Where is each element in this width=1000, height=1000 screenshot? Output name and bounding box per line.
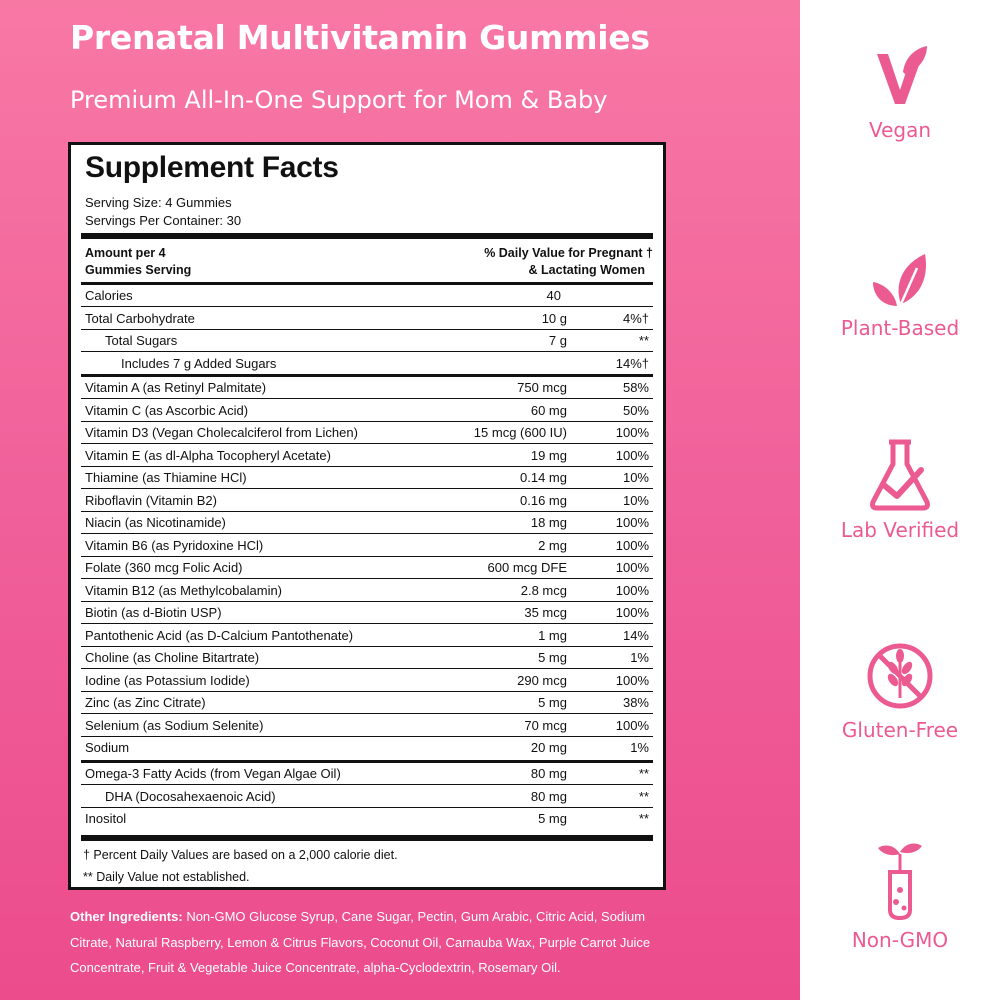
nutrient-amount: 10 g (541, 310, 567, 326)
nutrient-name: Total Carbohydrate (85, 310, 195, 326)
nutrient-amount: 600 mcg DFE (487, 560, 567, 575)
nutrient-daily-value: 10% (622, 470, 649, 485)
no-wheat-icon (864, 640, 936, 712)
nutrient-row (81, 467, 653, 489)
nutrient-name: Vitamin B6 (as Pyridoxine HCl) (85, 537, 264, 553)
badge-plant-based (800, 248, 1000, 340)
nutrient-row (81, 737, 653, 759)
nutrient-name: Vitamin C (as Ascorbic Acid) (85, 402, 249, 418)
nutrient-amount: 2 mg (538, 537, 567, 553)
servings-per-container: Servings Per Container: 30 (85, 213, 242, 228)
nutrient-name: Omega-3 Fatty Acids (from Vegan Algae Oil) (85, 766, 341, 781)
nutrient-daily-value: 14%† (615, 355, 649, 371)
nutrient-row (81, 692, 653, 714)
badge-lab-verified-label: Lab Verified (840, 518, 960, 542)
nutrient-amount: 40 (546, 288, 561, 303)
nutrient-amount: 80 mg (530, 766, 567, 781)
nutrient-name: DHA (Docosahexaenoic Acid) (105, 788, 276, 804)
nutrient-daily-value: 100% (615, 717, 649, 733)
nutrient-amount: 5 mg (538, 650, 567, 665)
nutrient-daily-value: 1% (630, 740, 649, 755)
nutrient-daily-value: 4%† (622, 310, 649, 326)
daily-value-header (484, 245, 653, 279)
other-ingredients (70, 904, 670, 981)
nutrient-daily-value: ** (638, 333, 649, 348)
nutrient-daily-value: 100% (615, 582, 649, 598)
nutrient-row (81, 625, 653, 647)
nutrient-amount: 35 mcg (524, 605, 567, 620)
nutrient-daily-value: 100% (615, 515, 649, 530)
nutrient-amount: 18 mg (530, 515, 567, 530)
nutrient-row (81, 422, 653, 444)
nutrient-amount: 1 mg (538, 627, 567, 643)
nutrient-daily-value: 1% (630, 650, 649, 665)
nutrient-daily-value: 58% (622, 380, 649, 395)
nutrient-row (81, 535, 653, 557)
nutrient-row (81, 580, 653, 602)
nutrient-daily-value: 100% (615, 672, 649, 688)
nutrient-name: Sodium (85, 740, 130, 755)
nutrient-name: Vitamin B12 (as Methylcobalamin) (85, 582, 283, 598)
nutrient-daily-value: 50% (622, 402, 649, 418)
nutrient-row (81, 490, 653, 512)
nutrient-name: Biotin (as d-Biotin USP) (85, 605, 222, 620)
nutrient-name: Iodine (as Potassium Iodide) (85, 672, 250, 688)
bottom-thick-divider (81, 835, 653, 841)
nutrient-row (81, 786, 653, 808)
nutrient-amount: 60 mg (530, 402, 567, 418)
nutrient-name: Calories (85, 288, 133, 303)
nutrient-daily-value: 100% (615, 425, 649, 440)
nutrient-daily-value: ** (638, 766, 649, 781)
other-ingredients-text: Non-GMO Glucose Syrup, Cane Sugar, Pectin, Gum Arabic, Citric Acid, Sodium Citrate, Natural Raspberry, Lemon & Citrus Flavors, Coconut Oil, Carnauba Wax, Purple Carrot Juice Concentrate, Fruit & Vegetable Juice Concentrate, alpha-Cyclodextrin, Rosemary Oil. (70, 909, 651, 975)
nutrient-name: Pantothenic Acid (as D-Calcium Pantothenate) (85, 627, 354, 643)
badge-plant-based-label: Plant-Based (840, 316, 960, 340)
nutrient-amount: 70 mcg (524, 717, 567, 733)
nutrient-daily-value: ** (638, 811, 649, 826)
nutrient-amount: 2.8 mcg (520, 582, 567, 598)
nutrient-row (81, 445, 653, 467)
badge-gluten-free (800, 640, 1000, 742)
flask-check-icon (865, 436, 935, 512)
badge-vegan-label: Vegan (868, 118, 932, 142)
nutrient-amount: 290 mcg (517, 672, 567, 688)
footnote-percent-dv: † Percent Daily Values are based on a 2,000 calorie diet. (83, 848, 398, 862)
nutrient-amount: 19 mg (530, 447, 567, 463)
nutrient-row (81, 715, 653, 737)
nutrient-row (81, 353, 653, 375)
nutrient-row (81, 330, 653, 352)
nutrient-row (81, 670, 653, 692)
nutrient-name: Niacin (as Nicotinamide) (85, 515, 226, 530)
nutrient-row (81, 512, 653, 534)
nutrient-daily-value: ** (638, 788, 649, 804)
nutrient-name: Vitamin D3 (Vegan Cholecalciferol from Lichen) (85, 425, 358, 440)
nutrient-daily-value: 10% (622, 492, 649, 508)
nutrient-name: Includes 7 g Added Sugars (121, 355, 277, 371)
nutrient-name: Riboflavin (Vitamin B2) (85, 492, 217, 508)
nutrient-row (81, 557, 653, 579)
nutrient-amount: 15 mcg (600 IU) (473, 425, 567, 440)
footnote-dv-not-established: ** Daily Value not established. (83, 870, 250, 884)
nutrient-daily-value: 100% (615, 447, 649, 463)
amount-per-serving-header (85, 245, 191, 279)
nutrient-row (81, 285, 653, 307)
nutrient-amount: 5 mg (538, 695, 567, 710)
nutrient-name: Selenium (as Sodium Selenite) (85, 717, 264, 733)
nutrient-daily-value: 38% (622, 695, 649, 710)
vegan-v-leaf-icon (865, 42, 935, 112)
badge-lab-verified (800, 436, 1000, 542)
serving-size: Serving Size: 4 Gummies (85, 195, 232, 210)
product-title: Prenatal Multivitamin Gummies (70, 18, 650, 57)
product-subtitle: Premium All-In-One Support for Mom & Baby (70, 86, 608, 114)
nutrient-name: Total Sugars (105, 333, 178, 348)
nutrient-row (81, 400, 653, 422)
nutrient-row (81, 763, 653, 785)
nutrient-name: Vitamin A (as Retinyl Palmitate) (85, 380, 267, 395)
dv-header-line-2: & Lactating Women (528, 263, 645, 277)
badge-vegan (800, 42, 1000, 142)
nutrient-name: Choline (as Choline Bitartrate) (85, 650, 260, 665)
nutrient-row (81, 647, 653, 669)
nutrient-row (81, 308, 653, 330)
supplement-facts-title: Supplement Facts (85, 151, 339, 184)
nutrient-amount: 0.14 mg (520, 470, 567, 485)
badge-non-gmo (800, 840, 1000, 952)
badge-gluten-free-label: Gluten-Free (841, 718, 959, 742)
nutrient-daily-value: 14% (622, 627, 649, 643)
nutrient-name: Zinc (as Zinc Citrate) (85, 695, 206, 710)
nutrient-daily-value: 100% (615, 537, 649, 553)
amount-header-line-2: Gummies Serving (85, 263, 192, 277)
nutrient-daily-value: 100% (615, 605, 649, 620)
leaf-pair-icon (865, 248, 935, 310)
amount-header-line-1: Amount per 4 (85, 246, 166, 260)
other-ingredients-label: Other Ingredients: (70, 909, 183, 924)
nutrient-name: Vitamin E (as dl-Alpha Tocopheryl Acetate) (85, 447, 331, 463)
nutrient-name: Folate (360 mcg Folic Acid) (85, 560, 243, 575)
nutrient-name: Thiamine (as Thiamine HCl) (85, 470, 247, 485)
nutrient-amount: 0.16 mg (520, 492, 567, 508)
nutrient-amount: 7 g (548, 333, 567, 348)
nutrient-name: Inositol (85, 811, 127, 826)
nutrient-amount: 20 mg (530, 740, 567, 755)
thick-divider (81, 233, 653, 239)
nutrient-row (81, 602, 653, 624)
nutrient-row (81, 377, 653, 399)
nutrient-amount: 5 mg (538, 811, 567, 826)
nutrient-amount: 80 mg (530, 788, 567, 804)
nutrient-row (81, 808, 653, 830)
nutrient-daily-value: 100% (615, 560, 649, 575)
dv-header-line-1: % Daily Value for Pregnant † (484, 246, 653, 260)
badge-non-gmo-label: Non-GMO (851, 928, 949, 952)
test-tube-sprout-icon (870, 840, 930, 922)
nutrient-amount: 750 mcg (517, 380, 567, 395)
supplement-facts-panel (68, 142, 666, 890)
